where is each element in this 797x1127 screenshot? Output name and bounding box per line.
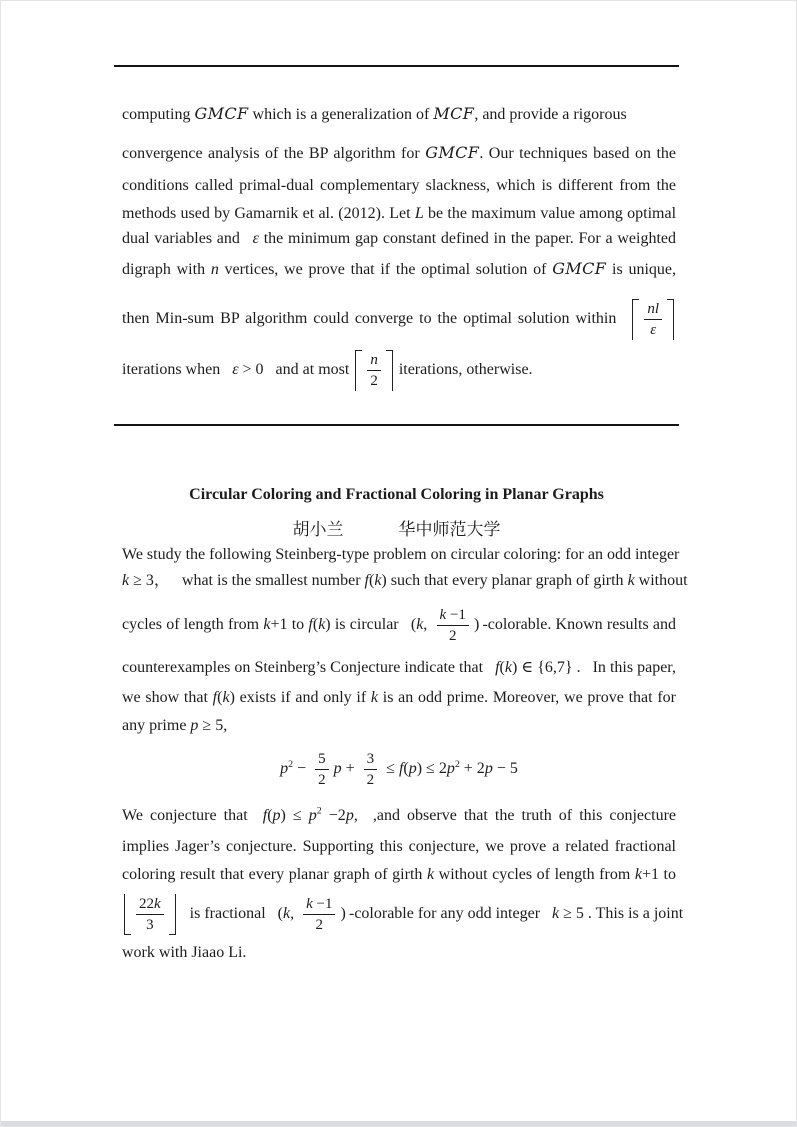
- text-line: counterexamples on Steinberg’s Conjecture indicate that f(k) ∈ {6,7} . In this paper,: [122, 659, 676, 676]
- inline-fraction: $\frac{k -1}{2}$: [300, 895, 338, 934]
- page-content: [114, 65, 688, 962]
- ceiling-fraction: $\frac{nl}{\varepsilon}$: [632, 299, 674, 340]
- speaker-line: [114, 519, 679, 540]
- text-line: implies Jager’s conjecture. Supporting this conjecture, we prove a related fractional: [122, 838, 676, 855]
- text-line: conditions called primal-dual complementary slackness, which is different from the: [122, 177, 676, 194]
- text-line: any prime p ≥ 5,: [122, 717, 228, 734]
- text-line: cycles of length from k+1 to f(k) is circular (k, $\frac{k -1}{2}$ ) -colorable. Known results and: [122, 607, 677, 644]
- display-equation: $p^2$ − $\frac{5}{2}$ p + $\frac{3}{2}$ ≤ $f(p) \le 2p^2 + 2p - 5$: [280, 751, 518, 788]
- text-line: we show that f(k) exists if and only if k is an odd prime. Moreover, we prove that for: [122, 689, 676, 706]
- text-line: k ≥ 3， what is the smallest number f(k) such that every planar graph of girth k without: [122, 572, 688, 589]
- abstract-paragraph: [114, 545, 688, 962]
- ceiling-fraction: $\frac{n}{2}$: [355, 350, 393, 391]
- text-line: digraph with n vertices, we prove that if the optimal solution of GMCF is unique,: [122, 259, 677, 278]
- inline-fraction: $\frac{k -1}{2}$: [434, 606, 472, 645]
- text-line: methods used by Gamarnik et al. (2012). Let L be the maximum value among optimal: [122, 205, 677, 222]
- text-line: dual variables and ε the minimum gap constant defined in the paper. For a weighted: [122, 230, 676, 247]
- speaker-name: 胡小兰: [292, 520, 344, 539]
- text-line: then Min-sum BP algorithm could converge to the optimal solution within $\frac{nl}{\varepsilon}$: [122, 299, 676, 340]
- text-line: $\frac{22k}{3}$ is fractional (k, $\frac{k -1}{2}$ ) -colorable for any odd integer k ≥ 5 . This is a joint: [122, 894, 676, 935]
- text-line: We conjecture that $f(p) \le p^2 -2p$, ,and observe that the truth of this conjecture: [122, 805, 677, 824]
- text-line: We study the following Steinberg-type problem on circular coloring: for an odd integer: [122, 546, 680, 563]
- section-divider-top: [114, 65, 679, 67]
- text-line: computing GMCF which is a generalization of MCF, and provide a rigorous: [122, 104, 627, 123]
- talk-title: Circular Coloring and Fractional Coloring in Planar Graphs: [189, 486, 604, 503]
- section-divider: [114, 424, 679, 426]
- speaker-affiliation: 华中师范大学: [398, 520, 501, 539]
- page-bottom-shadow: [1, 1121, 796, 1126]
- abstract-continuation-paragraph: [114, 104, 679, 391]
- text-line: coloring result that every planar graph of girth k without cycles of length from k+1 to: [122, 866, 676, 883]
- inline-fraction: $\frac{5}{2}$: [312, 750, 332, 789]
- floor-fraction: $\frac{22k}{3}$: [124, 894, 176, 935]
- inline-fraction: $\frac{3}{2}$: [361, 750, 381, 789]
- text-line: iterations when ε > 0 and at most $\frac{n}{2}$ iterations, otherwise.: [122, 352, 533, 389]
- text-line: convergence analysis of the BP algorithm for GMCF. Our techniques based on the: [122, 143, 677, 162]
- text-line: work with Jiaao Li.: [122, 944, 247, 961]
